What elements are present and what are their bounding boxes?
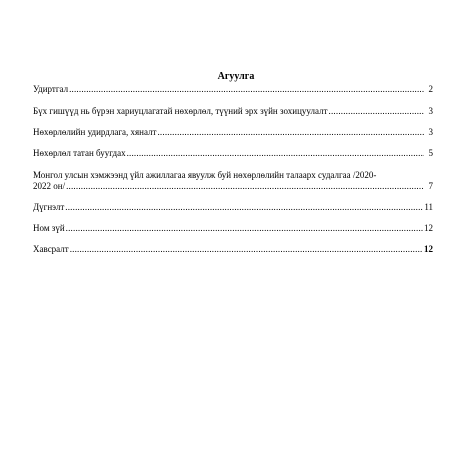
dot-leader bbox=[329, 106, 424, 117]
toc-entry-research[interactable] bbox=[33, 170, 433, 192]
toc-entry-label-line1: Монгол улсын хэмжээнд үйл ажиллагаа явуулж буй нөхөрлөлийн талаарх судалгаа /2020- bbox=[33, 170, 377, 180]
toc-entry-label: Хавсралт bbox=[33, 244, 69, 254]
toc-entry-page: 7 bbox=[428, 181, 433, 191]
toc-entry-page: 2 bbox=[428, 84, 433, 94]
toc-entry-partnership-regulation[interactable] bbox=[33, 106, 433, 117]
dot-leader bbox=[157, 127, 424, 138]
toc-entry-management[interactable] bbox=[33, 127, 433, 138]
dot-leader bbox=[69, 84, 424, 95]
toc-entry-label: Удиртгал bbox=[33, 84, 69, 94]
toc-entry-introduction[interactable] bbox=[33, 84, 433, 95]
toc-entry-bibliography[interactable] bbox=[33, 223, 433, 234]
toc-entry-line2 bbox=[33, 181, 433, 192]
dot-leader bbox=[70, 244, 423, 255]
toc-entry-label: Ном зүй bbox=[33, 223, 65, 233]
toc-entry-label: Бүх гишүүд нь бүрэн хариуцлагатай нөхөрлөл, түүний эрх зүйн зохицуулалт bbox=[33, 106, 328, 116]
toc-entry-appendix[interactable] bbox=[33, 244, 433, 255]
toc-entry-page: 11 bbox=[424, 202, 433, 212]
dot-leader bbox=[65, 202, 423, 213]
toc-entry-label: Дүгнэлт bbox=[33, 202, 65, 212]
toc-entry-label: Нөхөрлөлийн удирдлага, хяналт bbox=[33, 127, 157, 137]
dot-leader bbox=[127, 148, 424, 159]
toc-entry-page: 3 bbox=[428, 127, 433, 137]
toc-entry-page: 3 bbox=[428, 106, 433, 116]
toc-entry-conclusion[interactable] bbox=[33, 202, 433, 213]
toc-entry-page: 5 bbox=[428, 148, 433, 158]
toc-entry-page: 12 bbox=[424, 244, 433, 254]
toc-entry-label-line2: 2022 он/ bbox=[33, 181, 66, 191]
toc-entry-dissolution[interactable] bbox=[33, 148, 433, 159]
toc-title: Агуулга bbox=[217, 71, 255, 82]
dot-leader bbox=[66, 223, 423, 234]
toc-entry-label: Нөхөрлөл татан буугдах bbox=[33, 148, 126, 158]
toc-entry-page: 12 bbox=[424, 223, 433, 233]
dot-leader bbox=[66, 181, 424, 192]
